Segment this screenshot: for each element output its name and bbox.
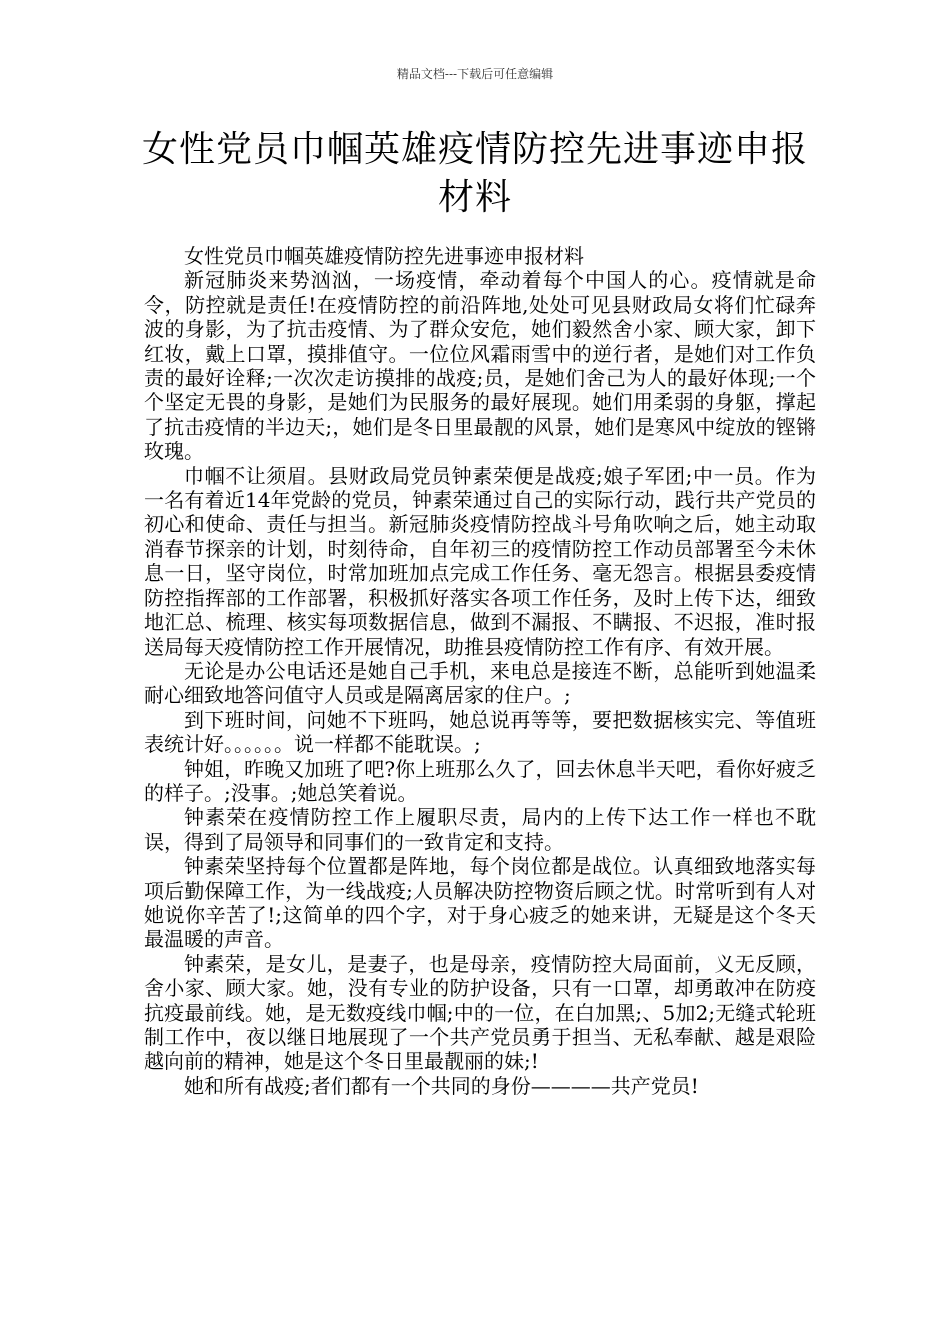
- document-title: 女性党员巾帼英雄疫情防控先进事迹申报材料: [141, 129, 808, 218]
- body-paragraph: 到下班时间，问她不下班吗，她总说再等等，要把数据核实完、等值班表统计好。。。。。。说一样都不能耽误。;: [144, 707, 816, 757]
- body-paragraph: 钟素荣坚持每个位置都是阵地，每个岗位都是战位。认真细致地落实每项后勤保障工作，为一线战疫;人员解决防控物资后顾之忧。时常听到有人对她说你辛苦了!;这简单的四个字，对于身心疲乏的她来讲，无疑是这个冬天最温暖的声音。: [144, 854, 816, 952]
- body-paragraph: 她和所有战疫;者们都有一个共同的身份————共产党员!: [184, 1073, 699, 1098]
- document-body: [144, 244, 816, 1098]
- body-paragraph: 新冠肺炎来势汹汹，一场疫情，牵动着每个中国人的心。疫情就是命令，防控就是责任!在疫情防控的前沿阵地,处处可见县财政局女将们忙碌奔波的身影，为了抗击疫情、为了群众安危，她们毅然舍小家、顾大家，卸下红妆，戴上口罩，摸排值守。一位位风霜雨雪中的逆行者，是她们对工作负责的最好诠释;一次次走访摸排的战疫;员，是她们舍己为人的最好体现;一个个坚定无畏的身影，是她们为民服务的最好展现。她们用柔弱的身躯，撑起了抗击疫情的半边天;，她们是冬日里最靓的风景，她们是寒风中绽放的铿锵玫瑰。: [144, 268, 816, 464]
- body-paragraph: 巾帼不让须眉。县财政局党员钟素荣便是战疫;娘子军团;中一员。作为一名有着近14年党龄的党员，钟素荣通过自己的实际行动，践行共产党员的初心和使命、责任与担当。新冠肺炎疫情防控战斗号角吹响之后，她主动取消春节探亲的计划，时刻待命，自年初三的疫情防控工作动员部署至今未休息一日，坚守岗位，时常加班加点完成工作任务、毫无怨言。根据县委疫情防控指挥部的工作部署，积极抓好落实各项工作任务，及时上传下达，细致地汇总、梳理、核实每项数据信息，做到不漏报、不瞒报、不迟报，准时报送局每天疫情防控工作开展情况，助推县疫情防控工作有序、有效开展。: [144, 463, 816, 659]
- body-paragraph: 女性党员巾帼英雄疫情防控先进事迹申报材料: [184, 244, 584, 268]
- body-paragraph: 钟姐，昨晚又加班了吧?你上班那么久了，回去休息半天吧，看你好疲乏的样子。;没事。;她总笑着说。: [144, 756, 816, 805]
- header-note: 精品文档---下载后可任意编辑: [396, 67, 554, 81]
- body-paragraph: 无论是办公电话还是她自己手机，来电总是接连不断，总能听到她温柔耐心细致地答问值守人员或是隔离居家的住户。;: [144, 658, 816, 708]
- body-paragraph: 钟素荣在疫情防控工作上履职尽责，局内的上传下达工作一样也不耽误，得到了局领导和同事们的一致肯定和支持。: [144, 805, 816, 854]
- body-paragraph: 钟素荣，是女儿，是妻子，也是母亲，疫情防控大局面前，义无反顾，舍小家、顾大家。她，没有专业的防护设备，只有一口罩，却勇敢冲在防疫抗疫最前线。她，是无数疫线巾帼;中的一位，在白加黑;、5加2;无缝式轮班制工作中，夜以继日地展现了一个共产党员勇于担当、无私奉献、越是艰险越向前的精神，她是这个冬日里最靓丽的妹;!: [144, 951, 816, 1074]
